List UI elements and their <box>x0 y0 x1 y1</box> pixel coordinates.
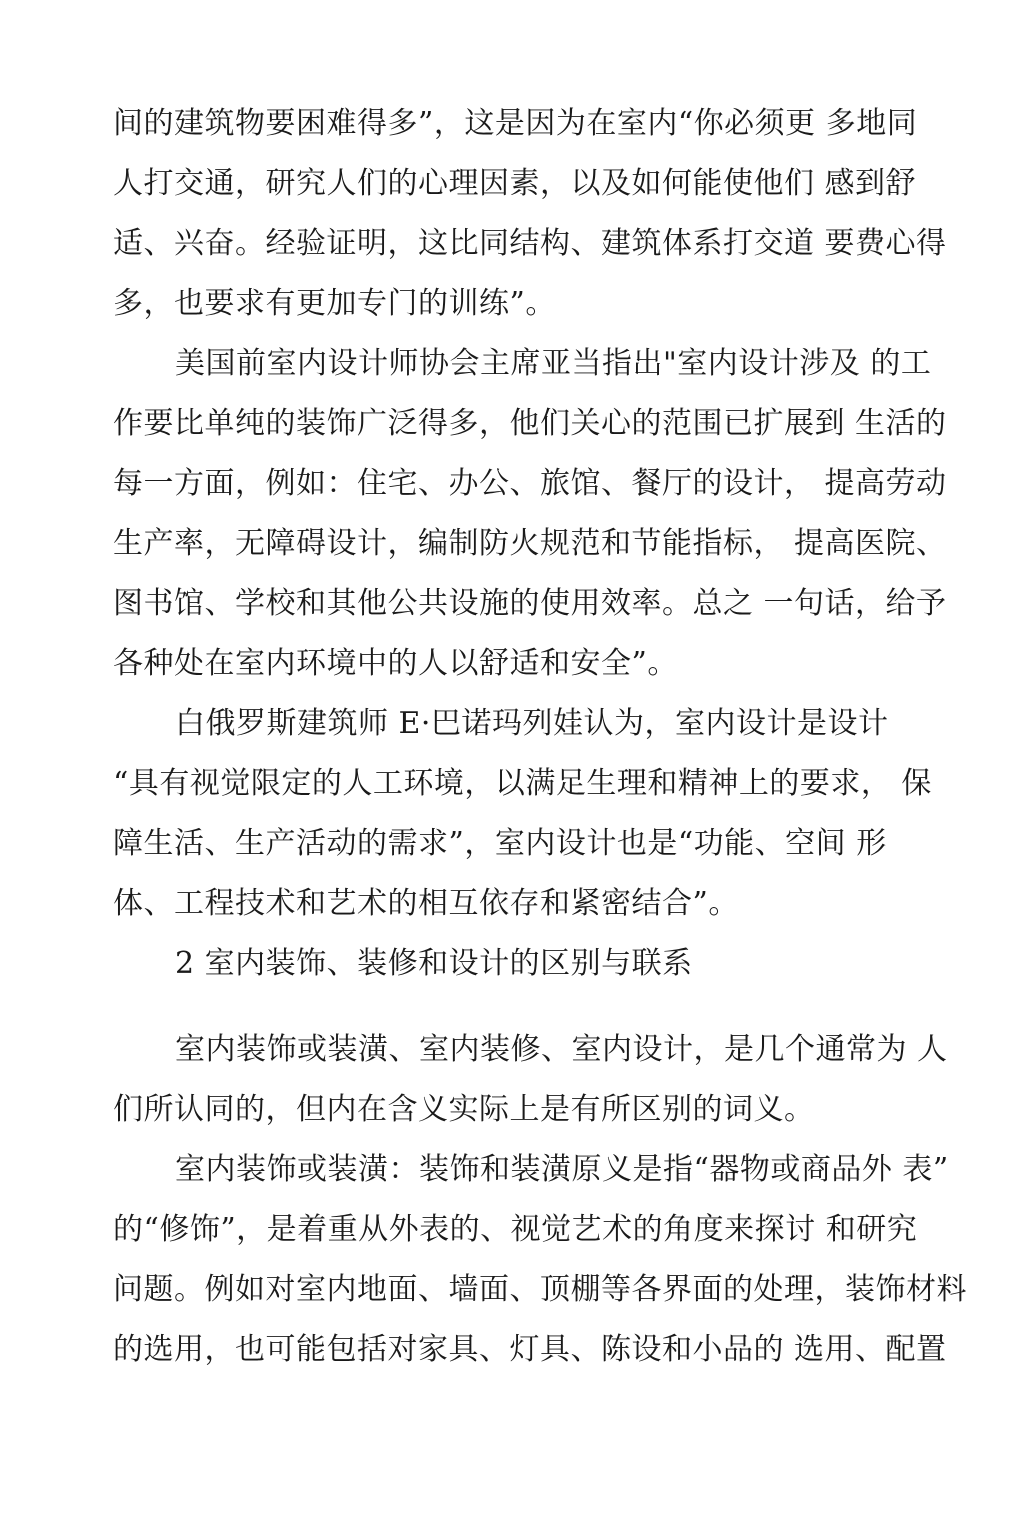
text-line: “具有视觉限定的人工环境，以满足生理和精神上的要求， 保 <box>113 766 932 801</box>
paragraph-first-line: 室内装饰或装潢：装饰和装潢原义是指“器物或商品外 表” <box>175 1152 949 1187</box>
text-line: 障生活、生产活动的需求”，室内设计也是“功能、空间 形 <box>113 826 887 861</box>
text-line: 问题。例如对室内地面、墙面、顶棚等各界面的处理，装饰材料 <box>113 1272 967 1307</box>
text-line: 们所认同的，但内在含义实际上是有所区别的词义。 <box>113 1092 815 1127</box>
text-line: 的选用，也可能包括对家具、灯具、陈设和小品的 选用、配置 <box>113 1332 947 1367</box>
text-line: 作要比单纯的装饰广泛得多，他们关心的范围已扩展到 生活的 <box>113 406 947 441</box>
text-line: 生产率，无障碍设计，编制防火规范和节能指标， 提高医院、 <box>113 526 947 561</box>
paragraph-first-line: 白俄罗斯建筑师 E·巴诺玛列娃认为，室内设计是设计 <box>175 706 889 741</box>
text-line: 多，也要求有更加专门的训练”。 <box>113 286 556 321</box>
text-line: 间的建筑物要困难得多”，这是因为在室内“你必须更 多地同 <box>113 106 918 141</box>
paragraph-first-line: 室内装饰或装潢、室内装修、室内设计，是几个通常为 人 <box>175 1032 948 1067</box>
paragraph-first-line: 美国前室内设计师协会主席亚当指出"室内设计涉及 的工 <box>175 346 932 381</box>
text-line: 每一方面，例如：住宅、办公、旅馆、餐厅的设计， 提高劳动 <box>113 466 947 501</box>
text-line: 人打交通，研究人们的心理因素，以及如何能使他们 感到舒 <box>113 166 917 201</box>
text-line: 体、工程技术和艺术的相互依存和紧密结合”。 <box>113 886 739 921</box>
text-line: 各种处在室内环境中的人以舒适和安全”。 <box>113 646 678 681</box>
text-line: 适、兴奋。经验证明，这比同结构、建筑体系打交道 要费心得 <box>113 226 947 261</box>
section-heading: 2 室内装饰、装修和设计的区别与联系 <box>175 946 693 981</box>
text-line: 图书馆、学校和其他公共设施的使用效率。总之 一句话，给予 <box>113 586 947 621</box>
text-line: 的“修饰”，是着重从外表的、视觉艺术的角度来探讨 和研究 <box>113 1212 918 1247</box>
